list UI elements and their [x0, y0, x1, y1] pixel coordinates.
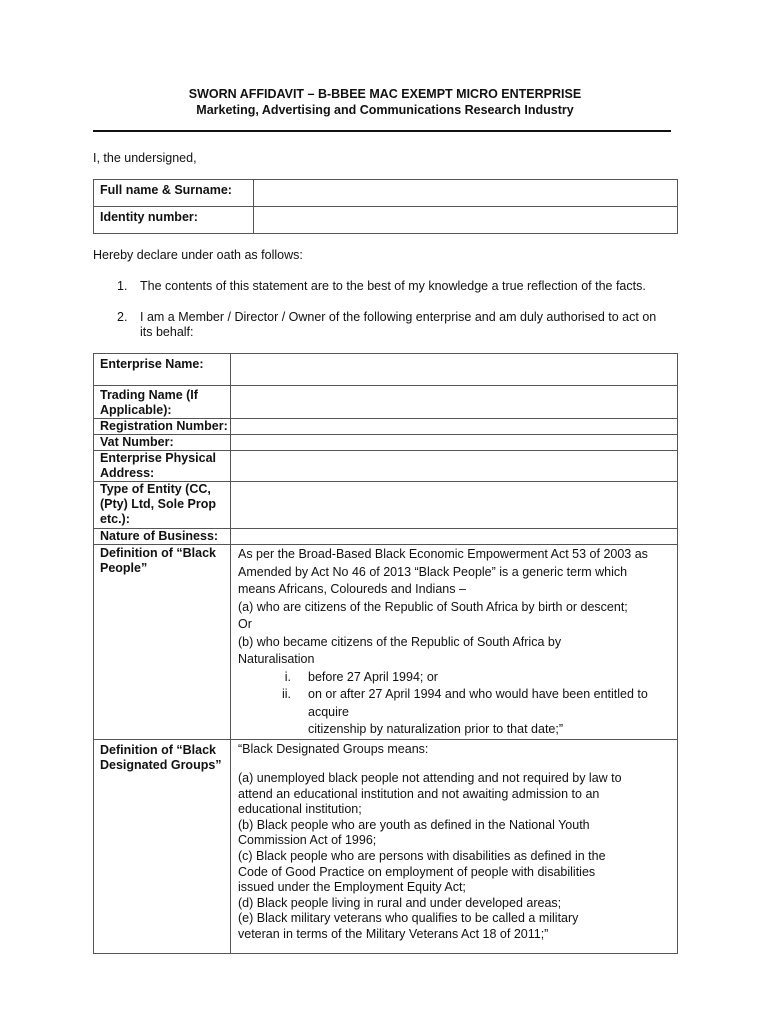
statement-1-text: The contents of this statement are to the best of my knowledge a true reflection of the facts. [140, 279, 646, 293]
roman-numeral: ii. [281, 687, 291, 701]
registration-number-field[interactable] [231, 419, 678, 435]
definition-line: Code of Good Practice on employment of people with disabilities [238, 864, 596, 879]
identity-number-label: Identity number: [94, 207, 254, 234]
statement-1-number: 1. [117, 279, 128, 293]
declare-text: Hereby declare under oath as follows: [93, 248, 303, 262]
list-item [238, 686, 677, 721]
full-name-field[interactable] [254, 180, 678, 207]
definition-line: (d) Black people living in rural and under developed areas; [238, 895, 562, 910]
statement-2-number: 2. [117, 310, 128, 324]
table-row [94, 180, 678, 207]
definition-heading: “Black Designated Groups means: [238, 741, 429, 756]
definition-line: issued under the Employment Equity Act; [238, 880, 466, 895]
list-item-text: citizenship by naturalization prior to that date;” [308, 722, 563, 736]
definition-line: Amended by Act No 46 of 2013 “Black People” is a generic term which [238, 564, 628, 579]
definition-line: Commission Act of 1996; [238, 833, 377, 848]
entity-type-label: Type of Entity (CC, (Pty) Ltd, Sole Prop etc.): [94, 482, 231, 529]
vat-number-field[interactable] [231, 435, 678, 451]
designated-groups-definition-text [231, 739, 678, 953]
table-row [94, 529, 678, 545]
nature-of-business-field[interactable] [231, 529, 678, 545]
table-row [94, 545, 678, 740]
trading-name-label: Trading Name (If Applicable): [94, 386, 231, 419]
table-row [94, 354, 678, 386]
list-item-text: before 27 April 1994; or [308, 669, 438, 684]
definition-line: (b) Black people who are youth as defined in the National Youth [238, 817, 590, 832]
definition-line: (c) Black people who are persons with disabilities as defined in the [238, 849, 606, 864]
definition-line: (b) who became citizens of the Republic of South Africa by [238, 634, 562, 649]
identity-number-field[interactable] [254, 207, 678, 234]
document-subtitle: Marketing, Advertising and Communications Research Industry [196, 103, 574, 117]
statement-2-text-line1: I am a Member / Director / Owner of the following enterprise and am duly authorised to act on [140, 310, 657, 324]
definition-line: (e) Black military veterans who qualifies to be called a military [238, 911, 579, 926]
table-row [94, 386, 678, 419]
identity-table [93, 179, 678, 234]
definition-line: Or [238, 617, 252, 631]
header-divider [93, 130, 671, 132]
black-people-definition-label: Definition of “Black People” [94, 545, 231, 740]
definition-line: attend an educational institution and not awaiting admission to an [238, 786, 600, 801]
definition-line: (a) who are citizens of the Republic of South Africa by birth or descent; [238, 599, 628, 614]
enterprise-name-field[interactable] [231, 354, 678, 386]
table-row [94, 435, 678, 451]
table-row [94, 419, 678, 435]
table-row [94, 207, 678, 234]
definition-line: veteran in terms of the Military Veterans Act 18 of 2011;” [238, 927, 549, 942]
designated-groups-definition-label: Definition of “Black Designated Groups” [94, 739, 231, 953]
registration-number-label: Registration Number: [94, 419, 231, 435]
trading-name-field[interactable] [231, 386, 678, 419]
table-row [94, 451, 678, 482]
table-row [94, 739, 678, 953]
enterprise-table [93, 353, 678, 954]
nature-of-business-label: Nature of Business: [94, 529, 231, 545]
intro-text: I, the undersigned, [93, 151, 197, 165]
definition-line: As per the Broad-Based Black Economic Empowerment Act 53 of 2003 as [238, 547, 648, 561]
roman-numeral: i. [284, 669, 291, 684]
list-item-continuation [238, 721, 677, 739]
enterprise-name-label: Enterprise Name: [94, 354, 231, 386]
physical-address-label: Enterprise Physical Address: [94, 451, 231, 482]
list-item-text: on or after 27 April 1994 and who would have been entitled to acquire [308, 687, 648, 719]
vat-number-label: Vat Number: [94, 435, 231, 451]
definition-line: educational institution; [238, 802, 362, 817]
document-title: SWORN AFFIDAVIT – B-BBEE MAC EXEMPT MICRO ENTERPRISE [188, 87, 582, 101]
physical-address-field[interactable] [231, 451, 678, 482]
statement-2-text-line2: its behalf: [140, 325, 194, 339]
table-row [94, 482, 678, 529]
list-item [238, 669, 677, 687]
entity-type-field[interactable] [231, 482, 678, 529]
black-people-definition-text [231, 545, 678, 740]
full-name-label: Full name & Surname: [94, 180, 254, 207]
definition-line: Naturalisation [238, 652, 315, 666]
definition-line: (a) unemployed black people not attending and not required by law to [238, 771, 622, 786]
definition-line: means Africans, Coloureds and Indians – [238, 582, 466, 596]
